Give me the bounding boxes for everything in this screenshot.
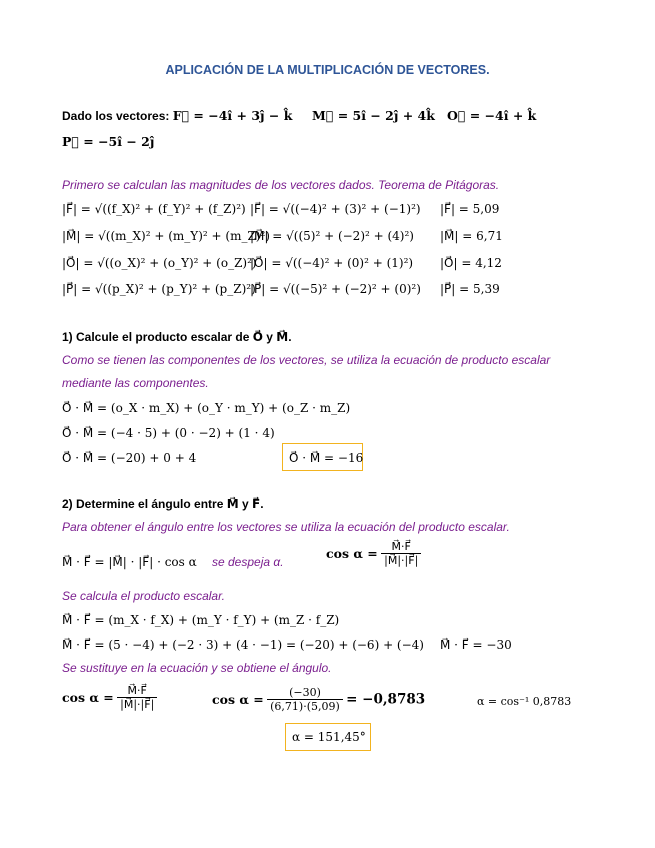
cos-alpha-numerator-2: M⃗·F⃗: [117, 684, 157, 698]
cos-alpha-label: cos α =: [326, 546, 378, 562]
calc-dot-product-text: Se calcula el producto escalar.: [62, 589, 225, 603]
dot-product-result: M⃗ · F⃗ = −30: [440, 638, 512, 652]
cos-alpha-numerator: M⃗·F⃗: [381, 540, 421, 554]
question-1-step-1: O⃗ · M⃗ = (o_X · m_X) + (o_Y · m_Y) + (o_Z · m_Z): [62, 401, 351, 415]
question-1-answer: O⃗ · M⃗ = −16: [289, 451, 364, 465]
vector-p: P⃗ = −5î − 2ĵ: [62, 134, 155, 149]
cos-alpha-formula-2: [62, 684, 157, 711]
cos-alpha-substitution: [212, 686, 425, 713]
magnitude-result-m: |M⃗| = 6,71: [440, 229, 503, 243]
magnitude-formula-p: |P⃗| = √((p_X)² + (p_Y)² + (p_Z)²): [62, 282, 256, 296]
vector-o: O⃗ = −4î + k̂: [447, 108, 537, 123]
magnitude-formula-o: |O⃗| = √((o_X)² + (o_Y)² + (o_Z)²): [62, 256, 257, 270]
magnitude-result-f: |F⃗| = 5,09: [440, 202, 500, 216]
magnitude-substitution-o: |O⃗| = √((−4)² + (0)² + (1)²): [250, 256, 414, 270]
magnitude-substitution-p: |P⃗| = √((−5)² + (−2)² + (0)²): [250, 282, 421, 296]
question-1-step-3: O⃗ · M⃗ = (−20) + 0 + 4: [62, 451, 197, 465]
question-1-step-2: O⃗ · M⃗ = (−4 · 5) + (0 · −2) + (1 · 4): [62, 426, 275, 440]
question-2-explanation: Para obtener el ángulo entre los vectores se utiliza la ecuación del producto escalar.: [62, 520, 510, 534]
solve-for-alpha-note: se despeja α.: [212, 555, 284, 569]
dot-product-step-2: M⃗ · F⃗ = (5 · −4) + (−2 · 3) + (4 · −1) = (−20) + (−6) + (−4): [62, 638, 424, 652]
cos-alpha-label-2: cos α =: [62, 690, 114, 706]
given-vectors: [62, 108, 292, 123]
cos-alpha-denominator: |M⃗|·|F⃗|: [384, 554, 419, 568]
substitute-text: Se sustituye en la ecuación y se obtiene el ángulo.: [62, 661, 332, 675]
magnitude-result-p: |P⃗| = 5,39: [440, 282, 500, 296]
page-title: APLICACIÓN DE LA MULTIPLICACIÓN DE VECTORES.: [165, 63, 490, 77]
cos-alpha-denominator-2: |M⃗|·|F⃗|: [120, 698, 155, 712]
cos-alpha-denominator-3: (6,71)·(5,09): [270, 700, 340, 714]
magnitude-substitution-m: |M⃗| = √((5)² + (−2)² + (4)²): [250, 229, 414, 243]
alpha-formula: α = cos⁻¹ 0,8783: [477, 695, 572, 708]
magnitude-result-o: |O⃗| = 4,12: [440, 256, 502, 270]
cos-alpha-label-3: cos α =: [212, 692, 264, 708]
given-label: Dado los vectores:: [62, 109, 173, 123]
vector-m: M⃗ = 5î − 2ĵ + 4k̂: [312, 108, 435, 123]
question-2-heading: 2) Determine el ángulo entre M⃗ y F⃗.: [62, 497, 264, 511]
dot-product-definition: M⃗ · F⃗ = |M⃗| · |F⃗| · cos α: [62, 555, 197, 569]
question-1-heading: 1) Calcule el producto escalar de O⃗ y M⃗.: [62, 330, 292, 344]
cos-alpha-formula: [326, 540, 421, 567]
dot-product-step-1: M⃗ · F⃗ = (m_X · f_X) + (m_Y · f_Y) + (m_Z · f_Z): [62, 613, 340, 627]
question-2-answer: α = 151,45°: [292, 730, 366, 744]
question-1-explanation-line-2: mediante las componentes.: [62, 376, 209, 390]
cos-alpha-numerator-3: (−30): [267, 686, 343, 700]
vector-f: F⃗ = −4î + 3ĵ − k̂: [172, 108, 293, 123]
intro-text: Primero se calculan las magnitudes de los vectores dados. Teorema de Pitágoras.: [62, 178, 500, 192]
magnitude-substitution-f: |F⃗| = √((−4)² + (3)² + (−1)²): [250, 202, 421, 216]
magnitude-formula-f: |F⃗| = √((f_X)² + (f_Y)² + (f_Z)²): [62, 202, 246, 216]
question-1-explanation-line-1: Como se tienen las componentes de los vectores, se utiliza la ecuación de producto escalar: [62, 353, 551, 367]
cos-alpha-value: = −0,8783: [346, 691, 426, 708]
magnitude-formula-m: |M⃗| = √((m_X)² + (m_Y)² + (m_Z)²): [62, 229, 270, 243]
